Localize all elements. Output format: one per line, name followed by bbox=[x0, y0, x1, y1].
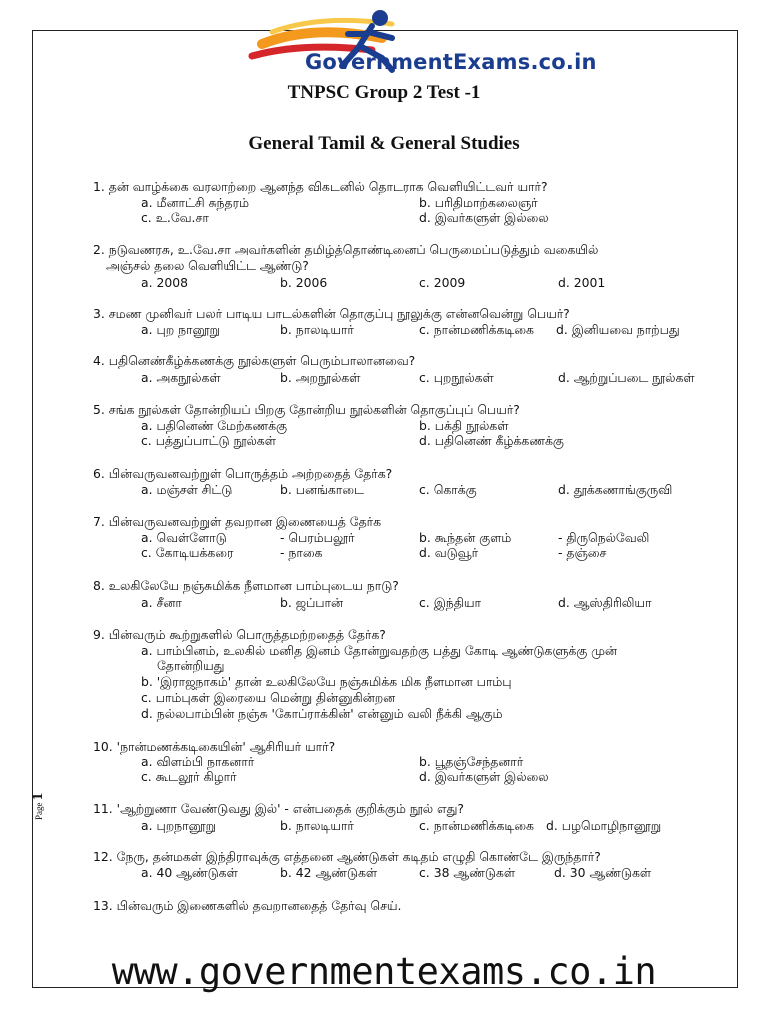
option: d. நல்லபாம்பின் நஞ்சு 'கோப்ராக்கின்' என்னும் வலி நீக்கி ஆகும் bbox=[141, 706, 503, 721]
option-pair: - நாகை bbox=[280, 545, 323, 560]
question-4: 4. பதினெண்கீழ்க்கணக்கு நூல்களுள் பெரும்பாலானவை? bbox=[93, 353, 416, 368]
option: b. நாலடியார் bbox=[280, 322, 354, 337]
option: c. நான்மணிக்கடிகை bbox=[419, 322, 534, 337]
option: c. 2009 bbox=[419, 275, 466, 290]
question-2-line2: அஞ்சல் தலை வெளியிட்ட ஆண்டு? bbox=[106, 258, 309, 273]
question-12: 12. நேரு, தன்மகள் இந்திராவுக்கு எத்தனை ஆண்டுகள் கடிதம் எழுதி கொண்டே இருந்தார்? bbox=[93, 849, 601, 864]
question-3: 3. சமண முனிவர் பலர் பாடிய பாடல்களின் தொகுப்பு நூலுக்கு என்னவென்று பெயர்? bbox=[93, 306, 570, 321]
page-border bbox=[32, 30, 738, 988]
question-1: 1. தன் வாழ்க்கை வரலாற்றை ஆனந்த விகடனில் தொடராக வெளியிட்டவர் யார்? bbox=[93, 179, 548, 194]
option: a. 2008 bbox=[141, 275, 189, 290]
option: b. நாலடியார் bbox=[280, 818, 354, 833]
option: d. இனியவை நாற்பது bbox=[556, 322, 680, 337]
option: c. 38 ஆண்டுகள் bbox=[419, 865, 515, 880]
option: c. பத்துப்பாட்டு நூல்கள் bbox=[141, 433, 276, 448]
option: a. பதினெண் மேற்கணக்கு bbox=[141, 418, 287, 433]
option-pair: - பெரம்பலூர் bbox=[280, 530, 355, 545]
option: d. இவர்களுள் இல்லை bbox=[419, 769, 549, 784]
option: b. பக்தி நூல்கள் bbox=[419, 418, 509, 433]
option: b. அறநூல்கள் bbox=[280, 370, 361, 385]
option: a. மீனாட்சி சுந்தரம் bbox=[141, 195, 249, 210]
option: d. ஆஸ்திரிலியா bbox=[558, 595, 652, 610]
page-number: Page 1 bbox=[30, 792, 46, 820]
question-11: 11. 'ஆற்றுணா வேண்டுவது இல்' - என்பதைக் குறிக்கும் நூல் எது? bbox=[93, 801, 464, 816]
question-7: 7. பின்வருவனவற்றுள் தவறான இணையைத் தேர்க bbox=[93, 514, 382, 529]
option: c. கோடியக்கரை bbox=[141, 545, 234, 560]
option: c. கொக்கு bbox=[419, 482, 477, 497]
option: b. 42 ஆண்டுகள் bbox=[280, 865, 378, 880]
option: a. சீனா bbox=[141, 595, 182, 610]
option: a. மஞ்சள் சிட்டு bbox=[141, 482, 233, 497]
option: c. பாம்புகள் இரையை மென்று தின்னுகின்றன bbox=[141, 690, 396, 705]
option: b. 2006 bbox=[280, 275, 328, 290]
option: c. நான்மணிக்கடிகை bbox=[419, 818, 534, 833]
page-title: TNPSC Group 2 Test -1 bbox=[287, 82, 481, 103]
option-pair: - திருநெல்வேலி bbox=[558, 530, 650, 545]
logo-text: GovernmentExams.co.in bbox=[305, 50, 597, 74]
option: b. பூதஞ்சேந்தனார் bbox=[419, 754, 524, 769]
option: d. பழமொழிநானூறு bbox=[546, 818, 662, 833]
question-5: 5. சங்க நூல்கள் தோன்றியப் பிறகு தோன்றிய நூல்களின் தொகுப்புப் பெயர்? bbox=[93, 402, 520, 417]
option: a. பாம்பினம், உலகில் மனித இனம் தோன்றுவதற்கு பத்து கோடி ஆண்டுகளுக்கு முன் bbox=[141, 643, 617, 658]
option: b. பனங்காடை bbox=[280, 482, 364, 497]
question-8: 8. உலகிலேயே நஞ்சுமிக்க நீளமான பாம்புடைய நாடு? bbox=[93, 578, 399, 593]
option: c. கூடலூர் கிழார் bbox=[141, 769, 237, 784]
option: d. வடுவூர் bbox=[419, 545, 479, 560]
page-subtitle: General Tamil & General Studies bbox=[248, 133, 520, 154]
option: a. 40 ஆண்டுகள் bbox=[141, 865, 238, 880]
option: a. புற நானூறு bbox=[141, 322, 220, 337]
option: d. தூக்கணாங்குருவி bbox=[558, 482, 673, 497]
option: b. பரிதிமாற்கலைஞர் bbox=[419, 195, 538, 210]
option: a. வெள்ளோடு bbox=[141, 530, 227, 545]
option: c. உ.வே.சா bbox=[141, 210, 209, 225]
question-13: 13. பின்வரும் இணைகளில் தவறானதைத் தேர்வு செய். bbox=[93, 898, 402, 913]
option: c. இந்தியா bbox=[419, 595, 481, 610]
option: d. 30 ஆண்டுகள் bbox=[554, 865, 652, 880]
question-6: 6. பின்வருவனவற்றுள் பொருத்தம் அற்றதைத் தேர்க? bbox=[93, 466, 393, 481]
option: b. 'இராஜநாகம்' தான் உலகிலேயே நஞ்சுமிக்க மிக நீளமான பாம்பு bbox=[141, 674, 512, 689]
option-pair: - தஞ்சை bbox=[558, 545, 607, 560]
question-10: 10. 'நான்மணக்கடிகையின்' ஆசிரியர் யார்? bbox=[93, 739, 336, 754]
option: d. 2001 bbox=[558, 275, 606, 290]
option: d. இவர்களுள் இல்லை bbox=[419, 210, 549, 225]
option: a. புறநானூறு bbox=[141, 818, 216, 833]
option: a. அகநூல்கள் bbox=[141, 370, 221, 385]
option: d. பதினெண் கீழ்க்கணக்கு bbox=[419, 433, 564, 448]
option-continued: தோன்றியது bbox=[157, 658, 225, 673]
option: b. கூந்தன் குளம் bbox=[419, 530, 512, 545]
option: b. ஜப்பான் bbox=[280, 595, 344, 610]
option: d. ஆற்றுப்படை நூல்கள் bbox=[558, 370, 695, 385]
footer-url: www.governmentexams.co.in bbox=[111, 950, 657, 993]
question-9: 9. பின்வரும் கூற்றுகளில் பொருத்தமற்றதைத் தேர்க? bbox=[93, 627, 386, 642]
question-2: 2. நடுவணரசு, உ.வே.சா அவர்களின் தமிழ்த்தொண்டினைப் பெருமைப்படுத்தும் வகையில் bbox=[93, 242, 599, 257]
option: a. விளம்பி நாகனார் bbox=[141, 754, 255, 769]
option: c. புறநூல்கள் bbox=[419, 370, 494, 385]
